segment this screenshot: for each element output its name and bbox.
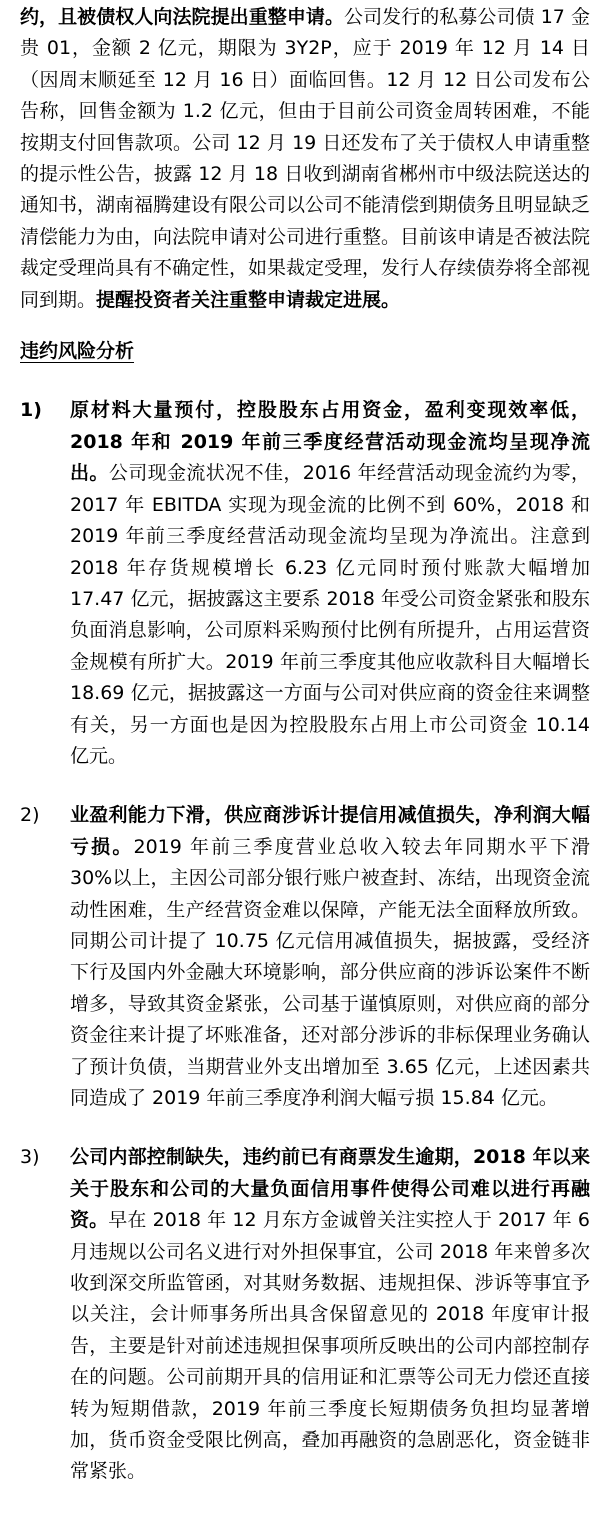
- list-item-text: [70, 395, 590, 772]
- list-item-text: [70, 1142, 590, 1487]
- list-item-text: [70, 800, 590, 1114]
- intro-bold-tail: 提醒投资者关注重整申请裁定进展。: [96, 288, 401, 311]
- list-item-body: 2019 年前三季度营业总收入较去年同期水平下滑 30%以上，主因公司部分银行账户被查封、冻结，出现资金流动性困难，生产经营资金难以保障，产能无法全面释放所致。同期公司计提了 10.75 亿元信用减值损失，据披露，受经济下行及国内外金融大环境影响，部分供应商的涉诉讼案件不断增多，导致其资金紧张，公司基于谨慎原则，对供应商的部分资金往来计提了坏账准备，还对部分涉诉的非标保理业务确认了预计负债，当期营业外支出增加至 3.65 亿元，上述因素共同造成了 2019 年前三季度净利润大幅亏损 15.84 亿元。: [70, 835, 590, 1109]
- intro-bold-lead: 约，且被债权人向法院提出重整申请。: [20, 6, 345, 28]
- intro-paragraph: [20, 2, 590, 316]
- list-item-body: 公司现金流状况不佳，2016 年经营活动现金流约为零，2017 年 EBITDA 实现为现金流的比例不到 60%，2018 和 2019 年前三季度经营活动现金流均呈现为净流出。注意到 2018 年存货规模增长 6.23 亿元同时预付账款大幅增加 17.47 亿元，据披露这主要系 2018 年受公司资金紧张和股东负面消息影响，公司原料采购预付比例有所提升，占用运营资金规模有所扩大。2019 年前三季度其他应收款科目大幅增长 18.69 亿元，据披露这一方面与公司对供应商的资金往来调整有关，另一方面也是因为控股股东占用上市公司资金 10.14 亿元。: [70, 462, 590, 767]
- list-item-1: [20, 395, 590, 772]
- list-item-bold-summary: 公司内部控制缺失，违约前已有商票发生逾期，2018 年以来关于股东和公司的大量负面信用事件使得公司难以进行再融资。: [70, 1146, 590, 1232]
- list-item-2: [20, 800, 590, 1114]
- list-item-number: 3): [20, 1146, 40, 1169]
- list-item-3: [20, 1142, 590, 1487]
- section-heading: 违约风险分析: [20, 340, 135, 363]
- list-item-body: 早在 2018 年 12 月东方金诚曾关注实控人于 2017 年 6 月违规以公司名义进行对外担保事宜，公司 2018 年来曾多次收到深交所监管函，对其财务数据、违规担保、涉诉等事宜予以关注，会计师事务所出具含保留意见的 2018 年度审计报告，主要是针对前述违规担保事项所反映出的公司内部控制存在的问题。公司前期开具的信用证和汇票等公司无力偿还直接转为短期借款，2019 年前三季度长短期债务负担均显著增加，货币资金受限比例高，叠加再融资的急剧恶化，资金链非常紧张。: [70, 1209, 590, 1483]
- intro-body: 公司发行的私募公司债 17 金贵 01，金额 2 亿元，期限为 3Y2P，应于 2019 年 12 月 14 日（因周末顺延至 12 月 16 日）面临回售。12 月 12 日公司发布公告称，回售金额为 1.2 亿元，但由于目前公司资金周转困难，不能按期支付回售款项。公司 12 月 19 日还发布了关于债权人申请重整的提示性公告，披露 12 月 18 日收到湖南省郴州市中级法院送达的通知书，湖南福腾建设有限公司以公司不能清偿到期债务且明显缺乏清偿能力为由，向法院申请对公司进行重整。目前该申请是否被法院裁定受理尚具有不确定性，如果裁定受理，发行人存续债券将全部视同到期。: [20, 6, 591, 311]
- list-item-bold-summary: 业盈利能力下滑，供应商涉诉计提信用减值损失，净利润大幅亏损。: [70, 804, 590, 858]
- list-item-number: 1): [20, 399, 42, 422]
- list-item-bold-summary: 原材料大量预付，控股股东占用资金，盈利变现效率低，2018 年和 2019 年前三季度经营活动现金流均呈现净流出。: [70, 399, 590, 485]
- list-item-number: 2): [20, 804, 40, 827]
